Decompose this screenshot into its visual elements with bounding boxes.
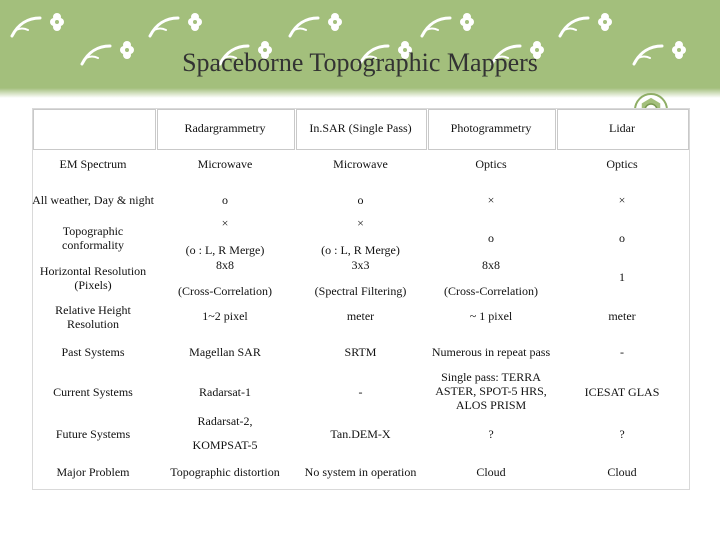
row-label-relative-height: Relative Height Resolution	[55, 303, 131, 331]
table-cell: (Cross-Correlation)	[444, 284, 538, 298]
table-cell: ~ 1 pixel	[469, 309, 513, 323]
table-cell: Magellan SAR	[189, 345, 261, 359]
table-cell: meter	[608, 309, 636, 323]
table-cell: Numerous in repeat pass	[431, 345, 551, 359]
table-cell: -	[620, 345, 624, 359]
column-header: Lidar	[609, 121, 635, 135]
table-cell: (Spectral Filtering)	[314, 284, 407, 298]
banner-fade	[0, 88, 720, 98]
table-cell: KOMPSAT-5	[192, 438, 258, 452]
leaf-flower-ornament	[10, 10, 70, 40]
table-cell: 1~2 pixel	[202, 309, 248, 323]
table-cell: -	[358, 385, 363, 399]
table-cell: o	[222, 193, 228, 207]
row-label-em-spectrum: EM Spectrum	[59, 157, 127, 171]
row-label-horizontal-resolution: Horizontal Resolution (Pixels)	[39, 264, 147, 292]
row-label-future-systems: Future Systems	[55, 427, 131, 441]
table-cell: o	[488, 231, 494, 245]
table-cell: No system in operation	[304, 465, 417, 479]
table-cell: SRTM	[344, 345, 377, 359]
table-cell: ?	[619, 427, 625, 441]
table-cell: Cloud	[607, 465, 637, 479]
row-label-topo-conformality: Topographic conformality	[62, 224, 124, 252]
table-cell: ×	[618, 193, 626, 207]
table-cell: o	[357, 193, 364, 207]
leaf-flower-ornament	[288, 10, 348, 40]
column-header: Radargrammetry	[184, 121, 266, 135]
slide-title: Spaceborne Topographic Mappers	[182, 48, 538, 77]
table-cell: o	[619, 231, 625, 245]
table-cell: Single pass: TERRA ASTER, SPOT-5 HRS, ALOS PRISM	[435, 370, 547, 412]
table-cell: Cloud	[476, 465, 506, 479]
row-label-past-systems: Past Systems	[61, 345, 125, 359]
column-header: In.SAR (Single Pass)	[309, 121, 412, 135]
column-header: Photogrammetry	[450, 121, 532, 135]
leaf-flower-ornament	[558, 10, 618, 40]
table-cell: 8x8	[482, 258, 500, 272]
table-cell: Radarsat-2,	[197, 414, 253, 428]
table-cell: (Cross-Correlation)	[178, 284, 272, 298]
table-cell: 8x8	[216, 258, 234, 272]
table-cell: Radarsat-1	[199, 385, 251, 399]
row-label-major-problem: Major Problem	[56, 465, 130, 479]
table-cell: Optics	[606, 157, 638, 171]
table-cell: ?	[488, 427, 494, 441]
header-corner	[33, 109, 156, 150]
table-cell: ×	[221, 216, 229, 230]
table-cell: 1	[619, 270, 625, 284]
row-label-all-weather: All weather, Day & night	[32, 193, 154, 207]
table-cell: Microwave	[333, 157, 388, 171]
merge-note: (o : L, R Merge)	[321, 243, 400, 257]
table-cell: meter	[346, 309, 375, 323]
table-cell: ICESAT GLAS	[584, 385, 660, 399]
leaf-flower-ornament	[148, 10, 208, 40]
table-cell: Topographic distortion	[170, 465, 280, 479]
row-label-current-systems: Current Systems	[53, 385, 133, 399]
merge-note: (o : L, R Merge)	[185, 243, 265, 257]
table-cell: 3x3	[351, 258, 370, 272]
table-cell: Tan.DEM-X	[330, 427, 391, 441]
leaf-flower-ornament	[420, 10, 480, 40]
table-cell: Microwave	[197, 157, 253, 171]
table-cell: Optics	[475, 157, 507, 171]
table-cell: ×	[357, 216, 364, 230]
table-cell: ×	[487, 193, 495, 207]
